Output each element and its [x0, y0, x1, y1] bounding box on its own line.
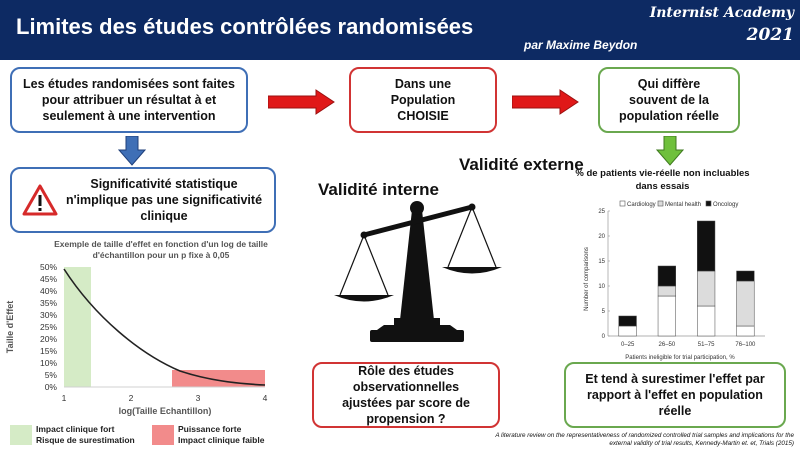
effect-curve — [64, 269, 265, 385]
reference-line1: A literature review on the representativeness of randomized controlled trial samples and implications for the — [495, 432, 794, 439]
y-tick: 20% — [39, 334, 57, 344]
rct-purpose-text: Les études randomisées sont faites pour attribuer un résultat à et seulement à une intervention — [23, 76, 235, 124]
real-population-text: Qui diffère souvent de la population réelle — [618, 76, 719, 124]
strong-impact-zone — [64, 267, 91, 387]
page-title: Limites des études contrôlées randomisées — [16, 14, 474, 39]
effect-size-graph — [0, 262, 290, 420]
propensity-box — [312, 362, 500, 428]
chosen-population-box — [349, 67, 497, 133]
legend-swatch-oncology — [706, 201, 711, 206]
chart-bar-segment — [658, 286, 676, 296]
chart-bar-segment — [619, 326, 637, 336]
chart-y-label: Number of comparisons — [584, 247, 590, 311]
overestimate-box — [564, 362, 786, 428]
effect-y-label: Taille d'Effet — [5, 300, 15, 354]
chart-x-tick: 26–50 — [658, 342, 676, 348]
chart-bar-segment — [737, 326, 755, 336]
chart-y-tick: 20 — [598, 234, 605, 240]
x-tick: 2 — [128, 393, 134, 403]
legend-green-line2: Risque de surestimation — [36, 435, 135, 446]
rct-purpose-box — [10, 67, 248, 133]
effect-graph-title: Exemple de taille d'effet en fonction d'un log de taille d'échantillon pour un p fixe à 0,05 — [54, 239, 268, 260]
legend-swatch-mental-health — [658, 201, 663, 206]
down-arrow-icon — [656, 136, 684, 166]
chart-x-tick: 51–75 — [697, 342, 715, 348]
legend-swatch-green — [10, 425, 32, 445]
y-tick: 45% — [39, 274, 57, 284]
external-validity-label: Validité externe — [459, 155, 584, 174]
chart-bar-segment — [619, 316, 637, 326]
effect-x-label: log(Taille Echantillon) — [118, 406, 212, 416]
y-tick: 0% — [44, 382, 57, 392]
y-tick: 15% — [39, 346, 57, 356]
legend-label-cardiology: Cardiology — [627, 202, 656, 208]
chart-x-tick: 0–25 — [620, 342, 635, 348]
balance-scale-icon — [322, 190, 512, 350]
significance-text: Significativité statistique n'implique pas une significativité clinique — [65, 176, 263, 224]
brand-logo — [648, 5, 794, 45]
legend-red-line2: Impact clinique faible — [178, 435, 265, 446]
brand-name: Internist Academy — [649, 5, 794, 21]
y-tick: 35% — [39, 298, 57, 308]
legend-red — [178, 424, 264, 446]
chart-bar-segment — [697, 306, 715, 336]
y-tick: 40% — [39, 286, 57, 296]
chart-y-tick: 0 — [601, 334, 605, 340]
chart-bar-segment — [737, 271, 755, 281]
right-arrow-icon — [512, 89, 580, 115]
legend-swatch-red — [152, 425, 174, 445]
chart-y-tick: 10 — [598, 284, 605, 290]
ineligible-patients-chart — [580, 197, 770, 365]
chart-bar-segment — [697, 221, 715, 271]
right-arrow-icon — [268, 89, 336, 115]
y-tick: 50% — [39, 262, 57, 272]
chart-y-tick: 5 — [601, 309, 605, 315]
chart-bar-segment — [658, 266, 676, 286]
legend-label-oncology: Oncology — [713, 202, 739, 208]
down-arrow-icon — [118, 136, 146, 166]
chart-bar-segment — [737, 281, 755, 326]
author-credit: par Maxime Beydon — [524, 38, 638, 52]
legend-red-line1: Puissance forte — [178, 424, 242, 434]
legend-green-line1: Impact clinique fort — [36, 424, 115, 434]
reference-line2: external validity of trial results, Kennedy-Martin et. et, Trials (2015) — [609, 440, 794, 448]
chart-y-tick: 25 — [598, 209, 605, 215]
reference-citation — [428, 432, 794, 448]
x-tick: 4 — [262, 393, 268, 403]
chart-bar-segment — [697, 271, 715, 306]
y-tick: 5% — [44, 370, 57, 380]
x-tick: 1 — [61, 393, 67, 403]
significance-box — [10, 167, 276, 233]
chart-y-tick: 15 — [598, 259, 605, 265]
chart-x-tick: 76–100 — [735, 342, 756, 348]
chart-bar-segment — [658, 296, 676, 336]
x-tick: 3 — [195, 393, 201, 403]
chosen-population-text: Dans une Population CHOISIE — [390, 76, 456, 124]
propensity-text: Rôle des études observationnelles ajustées par score de propension ? — [342, 363, 470, 427]
chart-x-label: Patients ineligible for trial participation, % — [625, 355, 735, 361]
y-tick: 25% — [39, 322, 57, 332]
legend-label-mental-health: Mental health — [665, 202, 702, 208]
legend-green — [36, 424, 135, 446]
overestimate-text: Et tend à surestimer l'effet par rapport à l'effet en population réelle — [585, 371, 765, 419]
internal-validity-label: Validité interne — [318, 180, 439, 199]
chart-title: % de patients vie-réelle non incluables dans essais — [575, 168, 750, 192]
legend-swatch-cardiology — [620, 201, 625, 206]
brand-year: 2021 — [746, 25, 794, 45]
y-tick: 30% — [39, 310, 57, 320]
real-population-box — [598, 67, 740, 133]
y-tick: 10% — [39, 358, 57, 368]
warning-icon — [22, 184, 58, 216]
